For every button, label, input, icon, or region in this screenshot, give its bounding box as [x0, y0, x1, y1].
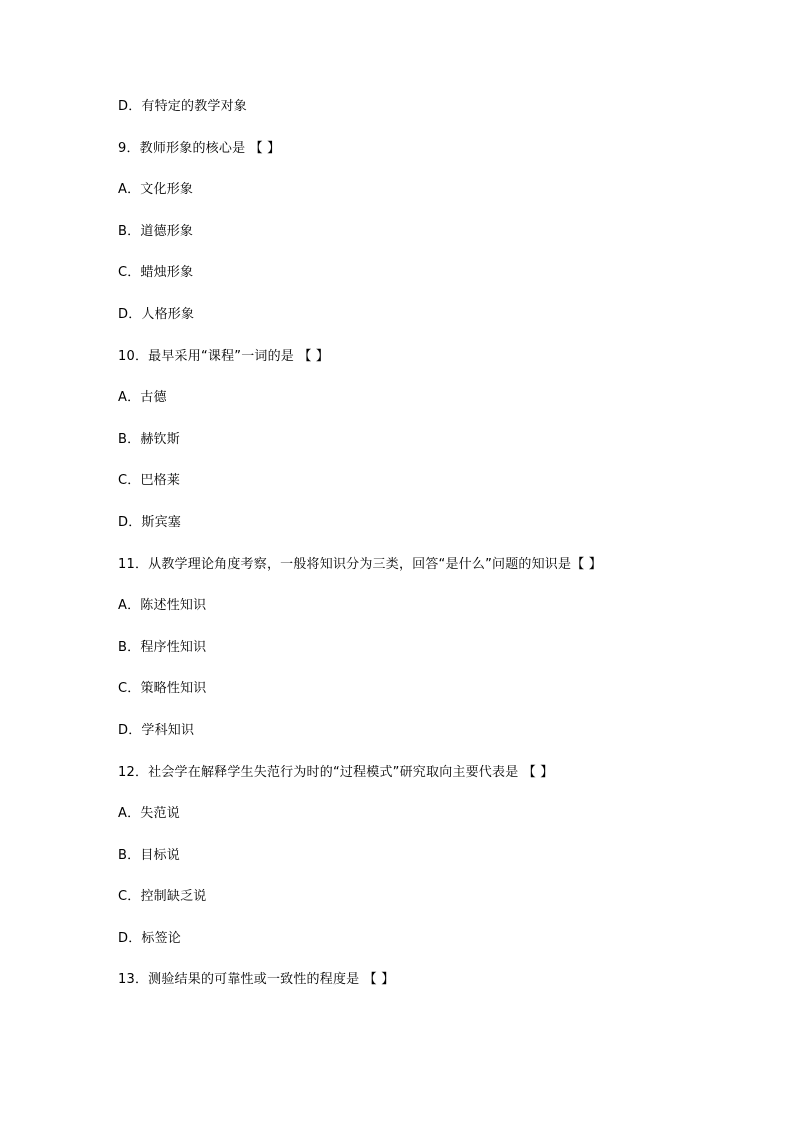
option-10c: C．巴格莱 — [118, 473, 181, 489]
option-11a: A．陈述性知识 — [118, 598, 207, 614]
option-10a: A．古德 — [118, 390, 167, 406]
option-11d: D．学科知识 — [118, 722, 195, 738]
option-9c: C．蜡烛形象 — [118, 265, 194, 281]
option-12a: A．失范说 — [118, 806, 180, 822]
option-10d: D．斯宾塞 — [118, 514, 182, 530]
option-11b: B．程序性知识 — [118, 639, 207, 655]
option-12b: B．目标说 — [118, 847, 180, 863]
question-10: 10．最早采用“课程”一词的是 【 】 — [118, 348, 330, 364]
question-12: 12．社会学在解释学生失范行为时的“过程模式”研究取向主要代表是 【 】 — [118, 764, 554, 780]
option-12d: D．标签论 — [118, 930, 182, 946]
option-9d: D．人格形象 — [118, 306, 195, 322]
option-11c: C．策略性知识 — [118, 681, 207, 697]
option-9b: B．道德形象 — [118, 223, 194, 239]
option-10b: B．赫钦斯 — [118, 431, 180, 447]
document-body — [118, 96, 738, 1011]
question-11: 11．从教学理论角度考察，一般将知识分为三类，回答“是什么”问题的知识是【 】 — [118, 556, 602, 572]
question-9: 9．教师形象的核心是 【 】 — [118, 140, 281, 156]
option-8d: D．有特定的教学对象 — [118, 99, 248, 114]
option-9a: A．文化形象 — [118, 182, 194, 198]
question-13: 13．测验结果的可靠性或一致性的程度是 【 】 — [118, 972, 395, 988]
option-12c: C．控制缺乏说 — [118, 889, 207, 905]
